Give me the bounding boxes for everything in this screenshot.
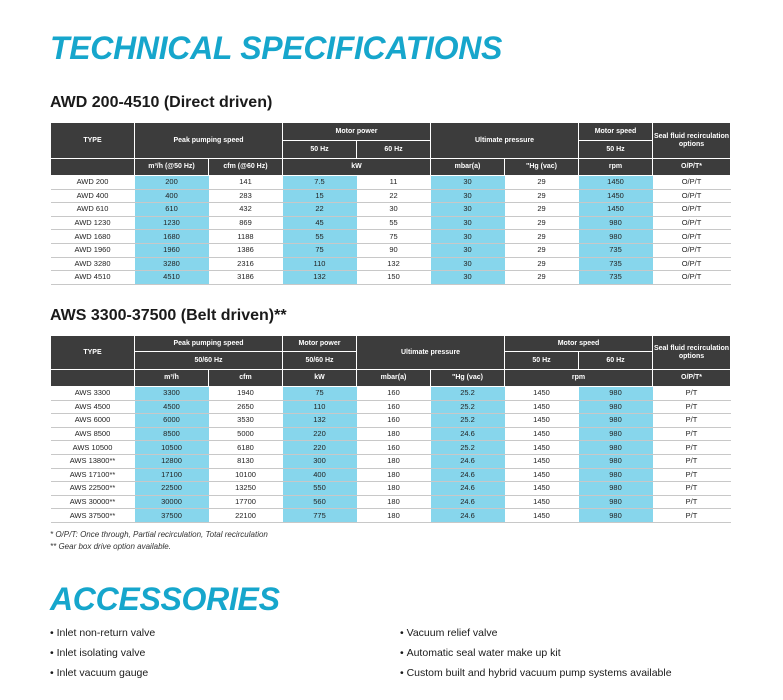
aws-cell-kw: 220 (283, 441, 357, 455)
accessory-item: • Inlet isolating valve (50, 643, 155, 663)
awd-cell-kw60: 75 (357, 230, 431, 244)
awd-cell-hg: 29 (505, 230, 579, 244)
awd-cell-mbar: 30 (431, 257, 505, 271)
aws-cell-hg: 24.6 (431, 454, 505, 468)
aws-cell-r60: 980 (579, 454, 653, 468)
awd-cell-cfm: 869 (209, 216, 283, 230)
aws-cell-mbar: 180 (357, 495, 431, 509)
aws-cell-kw: 75 (283, 387, 357, 401)
awd-cell-hg: 29 (505, 189, 579, 203)
awd-header-seal: Seal fluid recirculation options (653, 123, 731, 159)
awd-cell-cfm: 283 (209, 189, 283, 203)
aws-cell-r50: 1450 (505, 427, 579, 441)
awd-cell-rpm: 1450 (579, 189, 653, 203)
aws-cell-type: AWS 6000 (51, 414, 135, 428)
aws-cell-r50: 1450 (505, 468, 579, 482)
aws-cell-type: AWS 22500** (51, 482, 135, 496)
aws-cell-kw: 560 (283, 495, 357, 509)
aws-cell-cfm: 22100 (209, 509, 283, 523)
awd-cell-kw50: 132 (283, 271, 357, 285)
awd-cell-cfm: 2316 (209, 257, 283, 271)
awd-unit-rpm: rpm (579, 159, 653, 176)
awd-cell-opt: O/P/T (653, 257, 731, 271)
aws-unit-blank (51, 370, 135, 387)
aws-cell-hg: 24.6 (431, 495, 505, 509)
aws-cell-r60: 980 (579, 482, 653, 496)
aws-unit-hg: "Hg (vac) (431, 370, 505, 387)
awd-header-50hz: 50 Hz (283, 141, 357, 159)
awd-cell-type: AWD 4510 (51, 271, 135, 285)
aws-cell-opt: P/T (653, 509, 731, 523)
aws-cell-type: AWS 13800** (51, 454, 135, 468)
awd-cell-type: AWD 610 (51, 203, 135, 217)
aws-cell-type: AWS 8500 (51, 427, 135, 441)
aws-cell-opt: P/T (653, 400, 731, 414)
aws-cell-opt: P/T (653, 427, 731, 441)
awd-cell-hg: 29 (505, 216, 579, 230)
awd-cell-kw50: 15 (283, 189, 357, 203)
awd-cell-m3h: 4510 (135, 271, 209, 285)
accessory-item: • Inlet non-return valve (50, 623, 155, 643)
awd-cell-kw60: 150 (357, 271, 431, 285)
accessory-item: • Automatic seal water make up kit (400, 643, 672, 663)
awd-table-row (51, 216, 731, 230)
aws-cell-cfm: 5000 (209, 427, 283, 441)
aws-cell-r50: 1450 (505, 400, 579, 414)
awd-table-row (51, 189, 731, 203)
aws-cell-opt: P/T (653, 495, 731, 509)
aws-header-50hz: 50 Hz (505, 352, 579, 370)
aws-cell-kw: 400 (283, 468, 357, 482)
aws-table-row (51, 387, 731, 401)
aws-unit-cfm: cfm (209, 370, 283, 387)
aws-header-motor-power: Motor power (283, 336, 357, 352)
aws-cell-mbar: 180 (357, 509, 431, 523)
aws-cell-cfm: 10100 (209, 468, 283, 482)
awd-header-type: TYPE (51, 123, 135, 159)
aws-cell-opt: P/T (653, 454, 731, 468)
awd-cell-hg: 29 (505, 176, 579, 190)
awd-cell-mbar: 30 (431, 189, 505, 203)
awd-cell-type: AWD 3280 (51, 257, 135, 271)
awd-cell-cfm: 141 (209, 176, 283, 190)
aws-cell-mbar: 180 (357, 468, 431, 482)
aws-cell-hg: 24.6 (431, 468, 505, 482)
awd-cell-hg: 29 (505, 243, 579, 257)
page-title: TECHNICAL SPECIFICATIONS (50, 30, 503, 66)
aws-table-row (51, 509, 731, 523)
aws-cell-mbar: 160 (357, 441, 431, 455)
aws-cell-type: AWS 37500** (51, 509, 135, 523)
awd-header-motor-speed-hz: 50 Hz (579, 141, 653, 159)
aws-cell-opt: P/T (653, 441, 731, 455)
awd-header-motor-speed: Motor speed (579, 123, 653, 141)
awd-cell-kw50: 7.5 (283, 176, 357, 190)
aws-unit-m3h: m³/h (135, 370, 209, 387)
aws-cell-m3h: 17100 (135, 468, 209, 482)
aws-cell-m3h: 37500 (135, 509, 209, 523)
aws-cell-m3h: 6000 (135, 414, 209, 428)
aws-table-row (51, 414, 731, 428)
aws-cell-r50: 1450 (505, 441, 579, 455)
awd-cell-m3h: 200 (135, 176, 209, 190)
aws-header-peak-hz: 50/60 Hz (135, 352, 283, 370)
aws-cell-kw: 110 (283, 400, 357, 414)
footnote-gearbox: ** Gear box drive option available. (50, 542, 171, 551)
awd-cell-m3h: 1680 (135, 230, 209, 244)
aws-cell-cfm: 13250 (209, 482, 283, 496)
aws-cell-kw: 300 (283, 454, 357, 468)
aws-cell-r60: 980 (579, 495, 653, 509)
aws-cell-hg: 24.6 (431, 509, 505, 523)
aws-cell-cfm: 6180 (209, 441, 283, 455)
awd-cell-rpm: 735 (579, 243, 653, 257)
aws-cell-kw: 550 (283, 482, 357, 496)
aws-cell-mbar: 180 (357, 482, 431, 496)
aws-unit-rpm: rpm (505, 370, 653, 387)
awd-cell-rpm: 980 (579, 216, 653, 230)
aws-cell-type: AWS 17100** (51, 468, 135, 482)
aws-cell-m3h: 4500 (135, 400, 209, 414)
awd-cell-mbar: 30 (431, 203, 505, 217)
aws-cell-hg: 25.2 (431, 441, 505, 455)
awd-cell-rpm: 1450 (579, 203, 653, 217)
awd-cell-rpm: 1450 (579, 176, 653, 190)
awd-cell-kw50: 22 (283, 203, 357, 217)
footnotes (50, 529, 268, 553)
aws-cell-m3h: 12800 (135, 454, 209, 468)
awd-table-row (51, 257, 731, 271)
awd-cell-cfm: 432 (209, 203, 283, 217)
aws-cell-mbar: 160 (357, 387, 431, 401)
awd-unit-hg: "Hg (vac) (505, 159, 579, 176)
awd-unit-mbar: mbar(a) (431, 159, 505, 176)
awd-table-row (51, 271, 731, 285)
aws-cell-r50: 1450 (505, 509, 579, 523)
aws-cell-r50: 1450 (505, 482, 579, 496)
awd-cell-kw50: 110 (283, 257, 357, 271)
awd-cell-kw60: 30 (357, 203, 431, 217)
aws-header-type: TYPE (51, 336, 135, 370)
awd-cell-type: AWD 1230 (51, 216, 135, 230)
aws-cell-r60: 980 (579, 427, 653, 441)
awd-cell-kw60: 90 (357, 243, 431, 257)
aws-cell-type: AWS 4500 (51, 400, 135, 414)
awd-cell-opt: O/P/T (653, 271, 731, 285)
awd-cell-mbar: 30 (431, 176, 505, 190)
awd-cell-mbar: 30 (431, 216, 505, 230)
aws-unit-mbar: mbar(a) (357, 370, 431, 387)
awd-cell-cfm: 1188 (209, 230, 283, 244)
aws-cell-cfm: 1940 (209, 387, 283, 401)
aws-cell-hg: 25.2 (431, 414, 505, 428)
footnote-opt: * O/P/T: Once through, Partial recirculation, Total recirculation (50, 530, 268, 539)
aws-cell-m3h: 3300 (135, 387, 209, 401)
awd-table-row (51, 176, 731, 190)
awd-section-title: AWD 200-4510 (Direct driven) (50, 94, 273, 111)
awd-cell-type: AWD 400 (51, 189, 135, 203)
aws-cell-type: AWS 10500 (51, 441, 135, 455)
aws-table-row (51, 454, 731, 468)
aws-cell-hg: 25.2 (431, 387, 505, 401)
awd-cell-hg: 29 (505, 257, 579, 271)
aws-cell-hg: 25.2 (431, 400, 505, 414)
aws-cell-r50: 1450 (505, 414, 579, 428)
awd-cell-kw50: 55 (283, 230, 357, 244)
aws-cell-r60: 980 (579, 387, 653, 401)
aws-table-row (51, 482, 731, 496)
aws-cell-hg: 24.6 (431, 427, 505, 441)
aws-cell-m3h: 30000 (135, 495, 209, 509)
awd-cell-mbar: 30 (431, 243, 505, 257)
aws-cell-cfm: 2650 (209, 400, 283, 414)
aws-cell-mbar: 160 (357, 414, 431, 428)
awd-table-row (51, 203, 731, 217)
awd-unit-m3h: m³/h (@50 Hz) (135, 159, 209, 176)
aws-cell-m3h: 10500 (135, 441, 209, 455)
awd-cell-rpm: 980 (579, 230, 653, 244)
accessory-item: • Custom built and hybrid vacuum pump systems available (400, 663, 672, 683)
aws-header-60hz: 60 Hz (579, 352, 653, 370)
aws-cell-r50: 1450 (505, 495, 579, 509)
awd-table-row (51, 230, 731, 244)
aws-header-ultimate-pressure: Ultimate pressure (357, 336, 505, 370)
awd-header-ultimate-pressure: Ultimate pressure (431, 123, 579, 159)
awd-header-60hz: 60 Hz (357, 141, 431, 159)
awd-cell-hg: 29 (505, 271, 579, 285)
accessories-list-left (50, 623, 155, 683)
awd-cell-m3h: 1230 (135, 216, 209, 230)
aws-cell-opt: P/T (653, 387, 731, 401)
awd-unit-kw: kW (283, 159, 431, 176)
aws-cell-kw: 775 (283, 509, 357, 523)
aws-unit-opt: O/P/T* (653, 370, 731, 387)
awd-cell-opt: O/P/T (653, 189, 731, 203)
awd-header-peak-speed: Peak pumping speed (135, 123, 283, 159)
aws-cell-m3h: 8500 (135, 427, 209, 441)
aws-cell-r60: 980 (579, 509, 653, 523)
aws-table-row (51, 400, 731, 414)
awd-cell-m3h: 610 (135, 203, 209, 217)
awd-cell-m3h: 3280 (135, 257, 209, 271)
aws-cell-kw: 220 (283, 427, 357, 441)
awd-cell-kw60: 55 (357, 216, 431, 230)
aws-cell-hg: 24.6 (431, 482, 505, 496)
aws-cell-r60: 980 (579, 400, 653, 414)
awd-unit-cfm: cfm (@60 Hz) (209, 159, 283, 176)
awd-cell-opt: O/P/T (653, 243, 731, 257)
aws-cell-type: AWS 3300 (51, 387, 135, 401)
aws-cell-kw: 132 (283, 414, 357, 428)
awd-table-row (51, 243, 731, 257)
aws-cell-opt: P/T (653, 468, 731, 482)
aws-unit-kw: kW (283, 370, 357, 387)
aws-cell-cfm: 3530 (209, 414, 283, 428)
awd-cell-m3h: 400 (135, 189, 209, 203)
aws-cell-r60: 980 (579, 441, 653, 455)
awd-cell-type: AWD 1960 (51, 243, 135, 257)
awd-cell-kw50: 45 (283, 216, 357, 230)
aws-cell-mbar: 180 (357, 454, 431, 468)
aws-cell-type: AWS 30000** (51, 495, 135, 509)
aws-cell-opt: P/T (653, 482, 731, 496)
aws-section-title: AWS 3300-37500 (Belt driven)** (50, 307, 287, 324)
awd-spec-table (50, 122, 731, 285)
aws-cell-r50: 1450 (505, 387, 579, 401)
aws-cell-mbar: 180 (357, 427, 431, 441)
aws-cell-r60: 980 (579, 414, 653, 428)
aws-cell-opt: P/T (653, 414, 731, 428)
awd-cell-opt: O/P/T (653, 216, 731, 230)
accessory-item: • Inlet vacuum gauge (50, 663, 155, 683)
aws-header-seal: Seal fluid recirculation options (653, 336, 731, 370)
awd-cell-rpm: 735 (579, 271, 653, 285)
aws-cell-cfm: 8130 (209, 454, 283, 468)
awd-cell-kw50: 75 (283, 243, 357, 257)
awd-cell-opt: O/P/T (653, 230, 731, 244)
aws-header-peak-speed: Peak pumping speed (135, 336, 283, 352)
awd-cell-opt: O/P/T (653, 176, 731, 190)
awd-cell-kw60: 132 (357, 257, 431, 271)
aws-table-row (51, 427, 731, 441)
awd-unit-blank (51, 159, 135, 176)
aws-header-motor-hz: 50/60 Hz (283, 352, 357, 370)
accessories-title: ACCESSORIES (50, 581, 280, 617)
awd-cell-type: AWD 200 (51, 176, 135, 190)
aws-cell-r50: 1450 (505, 454, 579, 468)
awd-cell-rpm: 735 (579, 257, 653, 271)
awd-cell-type: AWD 1680 (51, 230, 135, 244)
awd-unit-opt: O/P/T* (653, 159, 731, 176)
accessories-list-right (400, 623, 672, 683)
awd-cell-opt: O/P/T (653, 203, 731, 217)
aws-table-row (51, 441, 731, 455)
aws-spec-table (50, 335, 731, 523)
aws-table-row (51, 495, 731, 509)
awd-cell-m3h: 1960 (135, 243, 209, 257)
aws-header-motor-speed: Motor speed (505, 336, 653, 352)
aws-cell-cfm: 17700 (209, 495, 283, 509)
awd-cell-cfm: 1386 (209, 243, 283, 257)
aws-cell-mbar: 160 (357, 400, 431, 414)
awd-cell-mbar: 30 (431, 271, 505, 285)
awd-cell-kw60: 22 (357, 189, 431, 203)
awd-cell-kw60: 11 (357, 176, 431, 190)
awd-cell-cfm: 3186 (209, 271, 283, 285)
awd-header-motor-power: Motor power (283, 123, 431, 141)
aws-table-row (51, 468, 731, 482)
aws-cell-m3h: 22500 (135, 482, 209, 496)
aws-cell-r60: 980 (579, 468, 653, 482)
awd-cell-hg: 29 (505, 203, 579, 217)
awd-cell-mbar: 30 (431, 230, 505, 244)
accessory-item: • Vacuum relief valve (400, 623, 672, 643)
